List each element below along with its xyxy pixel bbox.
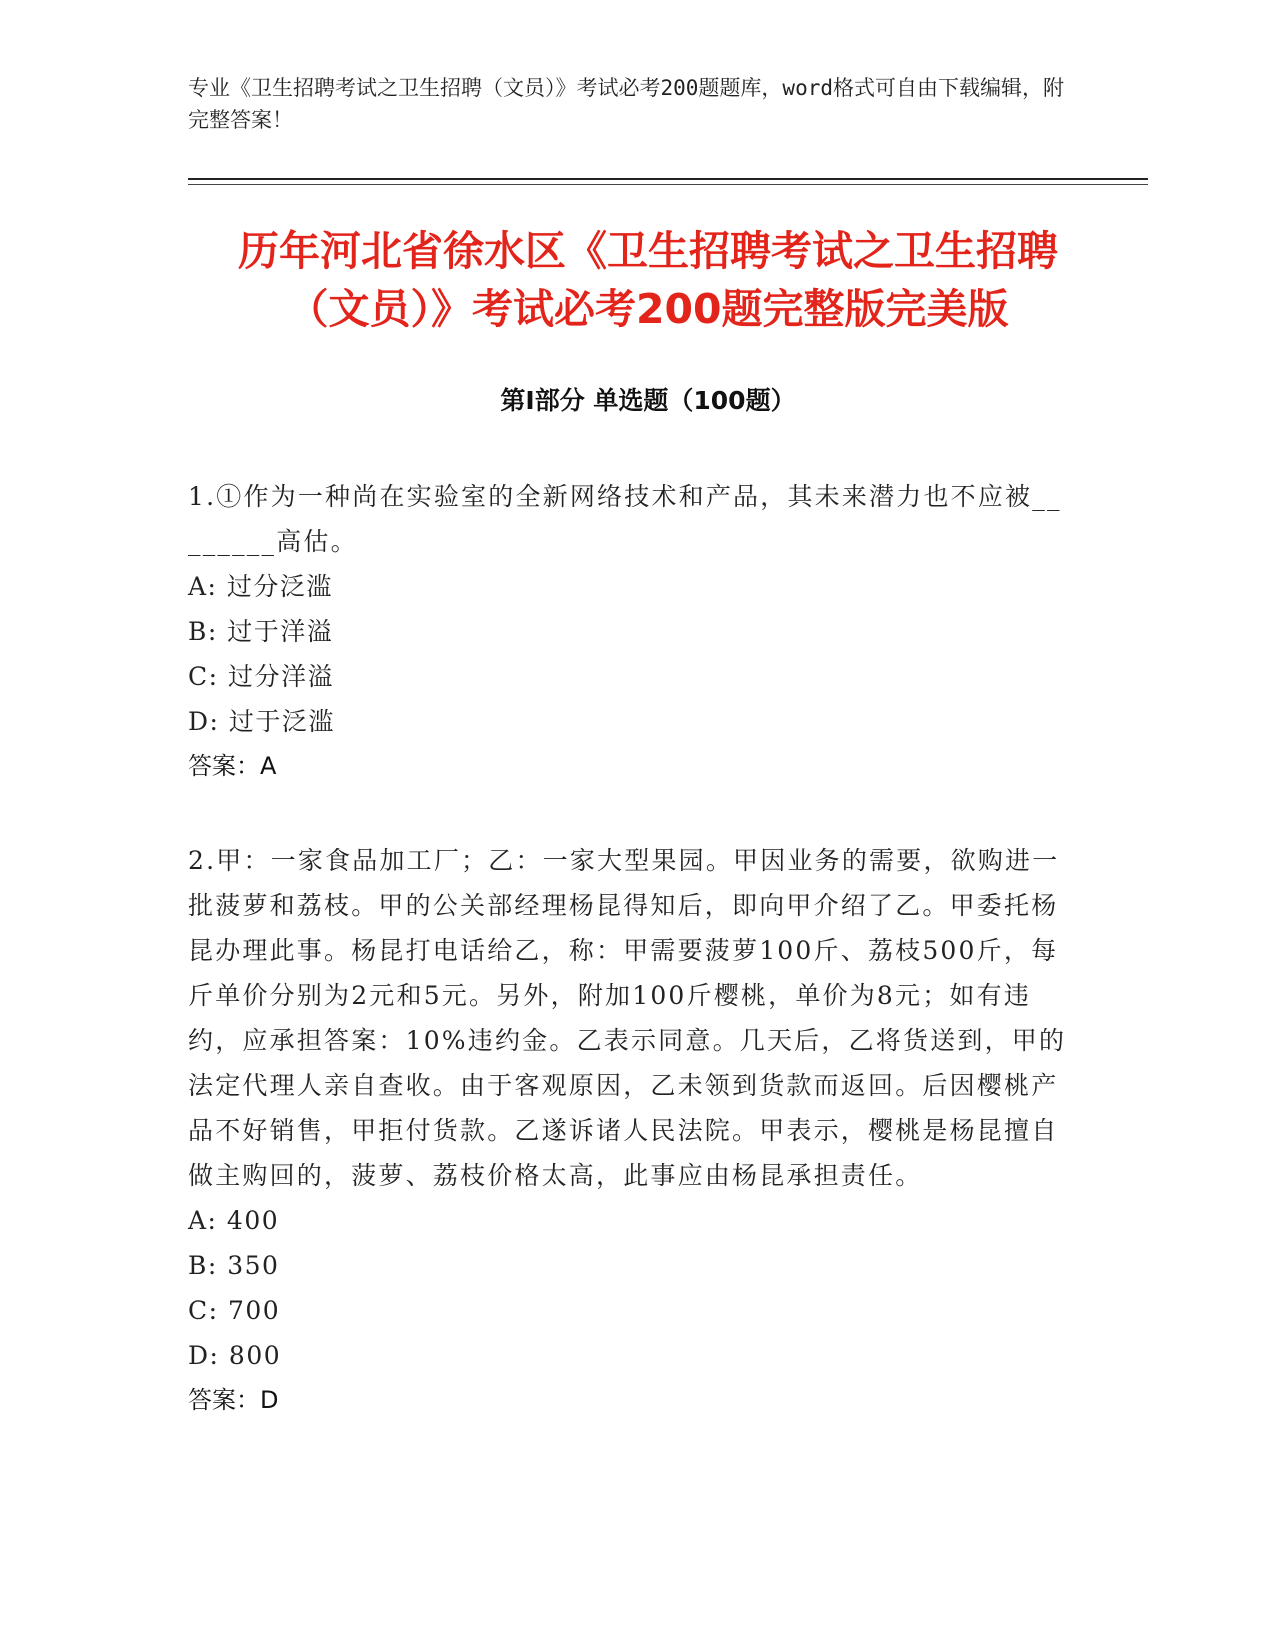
option-d: D: 800 — [188, 1341, 282, 1370]
header-note: 专业《卫生招聘考试之卫生招聘（文员）》考试必考200题题库，word格式可自由下载编辑，附完整答案！ — [188, 76, 1064, 132]
option-a: A: 400 — [188, 1206, 280, 1235]
header-rule-thin — [188, 184, 1148, 185]
document-title: 历年河北省徐水区《卫生招聘考试之卫生招聘（文员）》考试必考200题完整版完美版 — [238, 227, 1058, 333]
answer: 答案：A — [188, 752, 277, 780]
option-a: A: 过分泛滥 — [188, 572, 333, 601]
question-1 — [188, 474, 1068, 789]
option-d: D: 过于泛滥 — [188, 707, 335, 736]
option-b: B: 过于洋溢 — [188, 617, 334, 646]
option-c: C: 过分洋溢 — [188, 662, 334, 691]
question-stem: 1.①作为一种尚在实验室的全新网络技术和产品，其未来潜力也不应被________高估。 — [188, 482, 1062, 556]
question-2 — [188, 838, 1068, 1423]
section-title: 第I部分 单选题（100题） — [500, 386, 796, 415]
answer: 答案：D — [188, 1386, 279, 1414]
question-stem: 2.甲：一家食品加工厂；乙：一家大型果园。甲因业务的需要，欲购进一批菠萝和荔枝。甲的公关部经理杨昆得知后，即向甲介绍了乙。甲委托杨昆办理此事。杨昆打电话给乙，称：甲需要菠萝100斤、荔枝500斤，每斤单价分别为2元和5元。另外，附加100斤樱桃，单价为8元；如有违约，应承担答案：10%违约金。乙表示同意。几天后，乙将货送到，甲的法定代理人亲自查收。由于客观原因，乙未领到货款而返回。后因樱桃产品不好销售，甲拒付货款。乙遂诉诸人民法院。甲表示，樱桃是杨昆擅自做主购回的，菠萝、荔枝价格太高，此事应由杨昆承担责任。 — [188, 846, 1067, 1190]
option-c: C: 700 — [188, 1296, 281, 1325]
option-b: B: 350 — [188, 1251, 280, 1280]
header-rule-thick — [188, 178, 1148, 180]
